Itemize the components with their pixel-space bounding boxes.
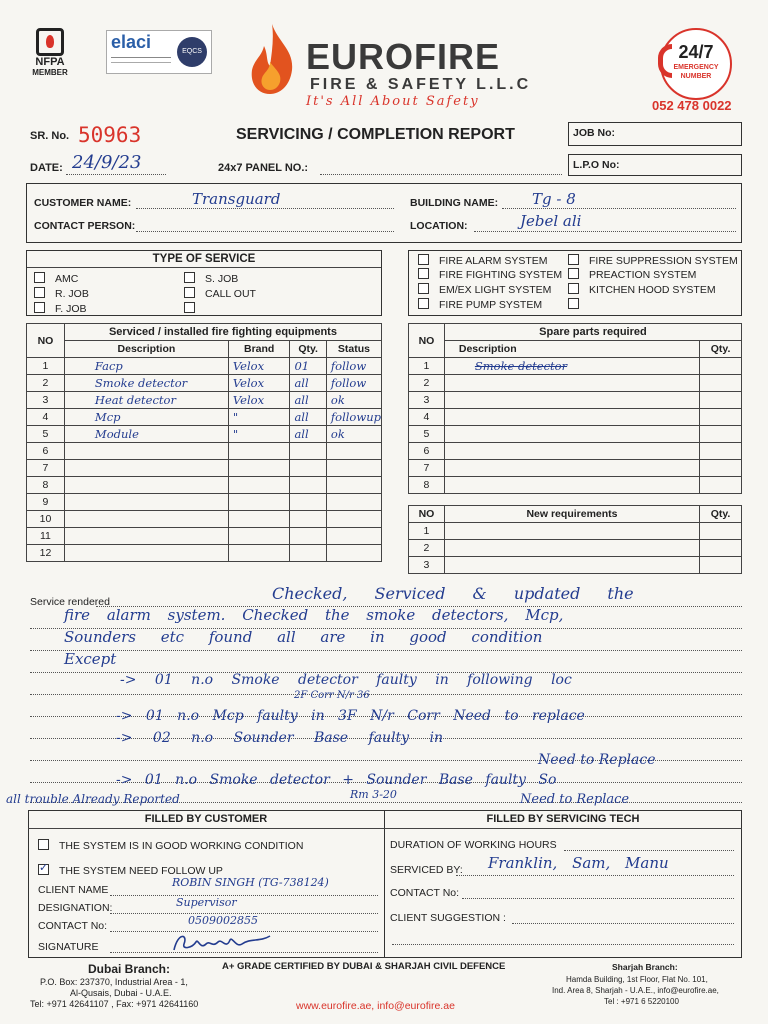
equip-cell[interactable] xyxy=(326,460,381,477)
service-option-callout[interactable] xyxy=(184,287,256,300)
good-condition-checkbox[interactable] xyxy=(38,839,49,850)
equip-cell: 8 xyxy=(27,477,65,494)
suppression-checkbox[interactable] xyxy=(568,254,579,265)
service-type-title: TYPE OF SERVICE xyxy=(27,251,381,268)
equip-cell[interactable]: Velox xyxy=(228,375,290,392)
equip-cell[interactable] xyxy=(64,477,228,494)
sr-line-13[interactable]: Need to Replace xyxy=(520,792,630,807)
req-row xyxy=(409,523,742,540)
spare-cell[interactable] xyxy=(444,409,699,426)
spare-qty-header: Qty. xyxy=(700,341,742,358)
req-cell[interactable] xyxy=(700,523,742,540)
duration-label: DURATION OF WORKING HOURS xyxy=(390,839,557,851)
customer-box xyxy=(26,183,742,243)
fire-pump-label: FIRE PUMP SYSTEM xyxy=(439,299,543,311)
equip-cell[interactable] xyxy=(326,477,381,494)
contact-person-label: CONTACT PERSON: xyxy=(34,220,136,232)
lpo-no-field[interactable] xyxy=(568,154,742,176)
kitchen-hood-checkbox[interactable] xyxy=(568,283,579,294)
nfpa-logo xyxy=(30,28,70,77)
spare-row xyxy=(409,443,742,460)
service-option-rjob[interactable] xyxy=(34,287,89,300)
serviced-by-label: SERVICED BY: xyxy=(390,864,463,876)
req-cell: 3 xyxy=(409,557,445,574)
spare-no-header: NO xyxy=(409,324,445,358)
spare-cell[interactable] xyxy=(700,392,742,409)
spare-cell[interactable] xyxy=(700,426,742,443)
sr-line-9[interactable]: Need to Replace xyxy=(538,752,656,768)
date-label: DATE: xyxy=(30,162,63,174)
contact-no-value[interactable]: 0509002855 xyxy=(188,914,258,927)
equip-cell[interactable] xyxy=(326,528,381,545)
sharjah-address-2: Ind. Area 8, Sharjah - U.A.E., info@eurofire.ae, xyxy=(552,986,719,995)
equip-cell[interactable]: " xyxy=(228,426,290,443)
req-no-header: NO xyxy=(409,506,445,523)
spare-cell[interactable]: Smoke detector xyxy=(444,358,699,375)
elaci-text: elaci xyxy=(111,32,152,52)
service-option-fjob[interactable] xyxy=(34,302,87,315)
sharjah-tel: Tel : +971 6 5220100 xyxy=(604,997,679,1006)
equip-no-header: NO xyxy=(27,324,65,358)
spare-row xyxy=(409,409,742,426)
equip-row xyxy=(27,528,382,545)
equip-cell[interactable]: Facp xyxy=(64,358,228,375)
spare-cell[interactable] xyxy=(700,460,742,477)
req-row xyxy=(409,540,742,557)
system-kitchen-hood[interactable] xyxy=(568,283,716,296)
location-label: LOCATION: xyxy=(410,220,468,232)
system-fire-alarm[interactable] xyxy=(418,254,548,267)
service-option-blank[interactable] xyxy=(184,302,205,315)
spare-desc-header: Description xyxy=(444,341,699,358)
equip-cell[interactable] xyxy=(326,545,381,562)
serviced-by-value[interactable]: Franklin, Sam, Manu xyxy=(488,854,669,872)
sr-line-11[interactable]: all trouble Already Reported xyxy=(6,792,180,806)
new-requirements-table xyxy=(408,505,742,574)
preaction-checkbox[interactable] xyxy=(568,268,579,279)
job-no-field[interactable] xyxy=(568,122,742,146)
sr-number: 50963 xyxy=(78,123,142,147)
equip-cell[interactable]: all xyxy=(290,392,326,409)
designation-value[interactable]: Supervisor xyxy=(176,896,237,909)
preaction-label: PREACTION SYSTEM xyxy=(589,269,697,281)
blank-checkbox[interactable] xyxy=(184,302,195,313)
equip-cell[interactable] xyxy=(228,477,290,494)
job-no-label: JOB No: xyxy=(573,127,615,139)
sr-label: SR. No. xyxy=(30,130,70,142)
spare-cell: 3 xyxy=(409,392,445,409)
spare-row xyxy=(409,392,742,409)
equip-cell[interactable]: Velox xyxy=(228,358,290,375)
tagline: It's All About Safety xyxy=(306,94,480,109)
equip-cell[interactable]: all xyxy=(290,426,326,443)
building-name-value[interactable]: Tg - 8 xyxy=(532,190,576,208)
req-cell[interactable] xyxy=(700,540,742,557)
fire-fighting-checkbox[interactable] xyxy=(418,268,429,279)
spare-row xyxy=(409,460,742,477)
equip-cell: 4 xyxy=(27,409,65,426)
system-preaction[interactable] xyxy=(568,268,696,281)
client-suggestion-label: CLIENT SUGGESTION : xyxy=(390,912,506,924)
suppression-label: FIRE SUPPRESSION SYSTEM xyxy=(589,255,738,267)
spare-cell: 2 xyxy=(409,375,445,392)
emergency-phone: 052 478 0022 xyxy=(652,98,732,113)
spare-cell[interactable] xyxy=(444,477,699,494)
equip-cell: 2 xyxy=(27,375,65,392)
sjob-checkbox[interactable] xyxy=(184,272,195,283)
kitchen-hood-label: KITCHEN HOOD SYSTEM xyxy=(589,284,716,296)
emergency-badge xyxy=(660,28,732,100)
spare-parts-table xyxy=(408,323,742,494)
dubai-branch-title: Dubai Branch: xyxy=(88,962,171,976)
equip-cell[interactable] xyxy=(64,443,228,460)
req-cell: 1 xyxy=(409,523,445,540)
spare-cell[interactable] xyxy=(444,392,699,409)
equip-row xyxy=(27,477,382,494)
client-name-value[interactable]: ROBIN SINGH (TG-738124) xyxy=(172,876,329,889)
spare-cell[interactable] xyxy=(444,375,699,392)
lpo-label: L.P.O No: xyxy=(573,159,620,171)
ruled-line xyxy=(30,650,742,651)
equip-row xyxy=(27,494,382,511)
req-row xyxy=(409,557,742,574)
spare-row xyxy=(409,358,742,375)
equip-cell[interactable]: all xyxy=(290,409,326,426)
spare-cell[interactable] xyxy=(700,409,742,426)
spare-cell: 6 xyxy=(409,443,445,460)
equip-cell: 9 xyxy=(27,494,65,511)
equip-cell[interactable] xyxy=(228,528,290,545)
equip-cell[interactable]: all xyxy=(290,375,326,392)
service-option-sjob[interactable] xyxy=(184,272,238,285)
system-suppression[interactable] xyxy=(568,254,738,267)
equip-cell[interactable]: 01 xyxy=(290,358,326,375)
followup-label: THE SYSTEM NEED FOLLOW UP xyxy=(59,865,223,877)
equipment-table xyxy=(26,323,382,562)
fire-pump-checkbox[interactable] xyxy=(418,298,429,309)
location-value[interactable]: Jebel ali xyxy=(520,212,582,230)
spare-cell: 5 xyxy=(409,426,445,443)
sr-line-4[interactable]: Except xyxy=(64,650,117,668)
req-title: New requirements xyxy=(444,506,699,523)
sr-line-7[interactable]: -> 01 n.o Mcp faulty in 3F N/r Corr Need to replace xyxy=(116,708,585,724)
equip-cell[interactable] xyxy=(228,511,290,528)
spare-title: Spare parts required xyxy=(444,324,741,341)
spare-row xyxy=(409,375,742,392)
equip-cell[interactable] xyxy=(326,443,381,460)
equip-cell[interactable] xyxy=(290,511,326,528)
good-condition-option[interactable] xyxy=(38,839,303,852)
emex-checkbox[interactable] xyxy=(418,283,429,294)
equip-row xyxy=(27,358,382,375)
equip-cell[interactable] xyxy=(64,460,228,477)
req-cell[interactable] xyxy=(444,523,699,540)
equip-row xyxy=(27,545,382,562)
equip-row xyxy=(27,392,382,409)
spare-cell[interactable] xyxy=(444,443,699,460)
equip-cell[interactable] xyxy=(228,443,290,460)
emergency-label: EMERGENCY NUMBER xyxy=(673,64,719,80)
equip-cell[interactable]: followup xyxy=(326,409,381,426)
sr-line-2[interactable]: fire alarm system. Checked the smoke detectors, Mcp, xyxy=(64,606,564,624)
customer-name-value[interactable]: Transguard xyxy=(192,190,281,208)
bottom-form-box xyxy=(28,810,742,958)
signature[interactable] xyxy=(170,928,290,956)
equip-cell[interactable] xyxy=(64,545,228,562)
system-blank[interactable] xyxy=(568,298,589,311)
equip-cell[interactable]: follow xyxy=(326,375,381,392)
phone-icon xyxy=(658,44,672,78)
spare-cell[interactable] xyxy=(700,443,742,460)
equip-cell[interactable] xyxy=(290,460,326,477)
sjob-label: S. JOB xyxy=(205,273,239,285)
service-rendered-label: Service rendered xyxy=(30,596,110,608)
amc-checkbox[interactable] xyxy=(34,272,45,283)
member-label: MEMBER xyxy=(32,68,68,77)
equip-desc-header: Description xyxy=(64,341,228,358)
equip-cell: 1 xyxy=(27,358,65,375)
callout-checkbox[interactable] xyxy=(184,287,195,298)
company-subtitle: FIRE & SAFETY L.L.C xyxy=(310,76,532,93)
sr-line-12[interactable]: Rm 3-20 xyxy=(350,788,397,801)
spare-cell[interactable] xyxy=(700,375,742,392)
equip-cell[interactable] xyxy=(290,477,326,494)
spare-cell: 8 xyxy=(409,477,445,494)
equip-cell: 12 xyxy=(27,545,65,562)
customer-section-title: FILLED BY CUSTOMER xyxy=(144,813,268,825)
equip-row xyxy=(27,443,382,460)
equip-cell[interactable]: Module xyxy=(64,426,228,443)
equip-cell: 3 xyxy=(27,392,65,409)
equip-cell[interactable]: Velox xyxy=(228,392,290,409)
equip-cell[interactable] xyxy=(228,545,290,562)
system-emex-light[interactable] xyxy=(418,283,551,296)
system-fire-fighting[interactable] xyxy=(418,268,562,281)
dubai-address-2: Al-Qusais, Dubai - U.A.E. xyxy=(70,988,172,998)
equip-cell[interactable]: " xyxy=(228,409,290,426)
elaci-logo xyxy=(106,30,212,74)
equip-cell: 7 xyxy=(27,460,65,477)
service-option-amc[interactable] xyxy=(34,272,78,285)
date-value: 24/9/23 xyxy=(72,152,142,173)
equip-cell[interactable] xyxy=(326,494,381,511)
flame-icon xyxy=(248,22,296,96)
sr-line-10[interactable]: -> 01 n.o Smoke detector + Sounder Base faulty So xyxy=(116,772,557,788)
equip-qty-header: Qty. xyxy=(290,341,326,358)
sr-line-5[interactable]: -> 01 n.o Smoke detector faulty in following loc xyxy=(120,672,572,688)
emergency-247: 24/7 xyxy=(678,42,714,62)
equip-cell[interactable] xyxy=(228,460,290,477)
equip-cell[interactable]: Heat detector xyxy=(64,392,228,409)
fire-alarm-label: FIRE ALARM SYSTEM xyxy=(439,255,548,267)
equip-cell[interactable] xyxy=(290,494,326,511)
fire-fighting-label: FIRE FIGHTING SYSTEM xyxy=(439,269,563,281)
equip-cell: 11 xyxy=(27,528,65,545)
equip-cell[interactable]: ok xyxy=(326,426,381,443)
spare-cell: 7 xyxy=(409,460,445,477)
req-cell: 2 xyxy=(409,540,445,557)
building-name-label: BUILDING NAME: xyxy=(410,197,499,209)
sr-line-6[interactable]: 2F Corr N/r 36 xyxy=(294,690,370,701)
equip-cell[interactable]: follow xyxy=(326,358,381,375)
good-condition-label: THE SYSTEM IS IN GOOD WORKING CONDITION xyxy=(59,840,304,852)
sharjah-address-1: Hamda Building, 1st Floor, Flat No. 101, xyxy=(566,975,708,984)
emex-label: EM/EX LIGHT SYSTEM xyxy=(439,284,552,296)
spare-cell[interactable] xyxy=(700,358,742,375)
spare-cell[interactable] xyxy=(444,460,699,477)
tech-section-title: FILLED BY SERVICING TECH xyxy=(486,813,640,825)
rjob-checkbox[interactable] xyxy=(34,287,45,298)
req-qty-header: Qty. xyxy=(700,506,742,523)
equip-cell[interactable] xyxy=(64,494,228,511)
sharjah-branch-title: Sharjah Branch: xyxy=(612,962,678,972)
fjob-checkbox[interactable] xyxy=(34,302,45,313)
equip-cell[interactable] xyxy=(290,545,326,562)
panel-label: 24x7 PANEL NO.: xyxy=(218,162,309,174)
designation-label: DESIGNATION: xyxy=(38,902,113,914)
equip-brand-header: Brand xyxy=(228,341,290,358)
eqcs-badge: EQCS xyxy=(177,37,207,67)
equip-cell: 5 xyxy=(27,426,65,443)
spare-row xyxy=(409,426,742,443)
spare-cell: 1 xyxy=(409,358,445,375)
equip-cell: 10 xyxy=(27,511,65,528)
signature-label: SIGNATURE xyxy=(38,941,99,953)
req-cell[interactable] xyxy=(444,540,699,557)
req-cell[interactable] xyxy=(444,557,699,574)
equip-cell[interactable]: Smoke detector xyxy=(64,375,228,392)
callout-label: CALL OUT xyxy=(205,288,256,300)
equip-status-header: Status xyxy=(326,341,381,358)
equip-cell[interactable] xyxy=(290,528,326,545)
equip-cell[interactable] xyxy=(64,511,228,528)
equip-cell[interactable] xyxy=(290,443,326,460)
report-title: SERVICING / COMPLETION REPORT xyxy=(236,126,515,143)
equip-cell: 6 xyxy=(27,443,65,460)
equip-cell[interactable]: Mcp xyxy=(64,409,228,426)
sr-line-3[interactable]: Sounders etc found all are in good condition xyxy=(64,628,543,646)
system-fire-pump[interactable] xyxy=(418,298,542,311)
equip-cell[interactable] xyxy=(228,494,290,511)
website-email[interactable]: www.eurofire.ae, info@eurofire.ae xyxy=(296,1000,455,1012)
spare-row xyxy=(409,477,742,494)
equip-cell[interactable] xyxy=(64,528,228,545)
sr-line-8[interactable]: -> 02 n.o Sounder Base faulty in xyxy=(116,730,444,746)
dubai-tel: Tel: +971 42641107 , Fax: +971 42641160 xyxy=(30,999,199,1009)
spare-cell[interactable] xyxy=(444,426,699,443)
contact-no-label: CONTACT No: xyxy=(38,920,108,932)
sr-line-1[interactable]: Checked, Serviced & updated the xyxy=(272,584,634,603)
equip-row xyxy=(27,511,382,528)
equip-row xyxy=(27,426,382,443)
equipment-title: Serviced / installed fire fighting equipments xyxy=(64,324,381,341)
fire-alarm-checkbox[interactable] xyxy=(418,254,429,265)
equip-cell[interactable]: ok xyxy=(326,392,381,409)
equip-row xyxy=(27,375,382,392)
followup-checkbox[interactable]: ✓ xyxy=(39,862,49,874)
amc-label: AMC xyxy=(55,273,79,285)
system-blank-checkbox[interactable] xyxy=(568,298,579,309)
client-name-label: CLIENT NAME xyxy=(38,884,109,896)
dubai-address-1: P.O. Box: 237370, Industrial Area - 1, xyxy=(40,977,188,987)
req-cell[interactable] xyxy=(700,557,742,574)
equip-row xyxy=(27,409,382,426)
customer-name-label: CUSTOMER NAME: xyxy=(34,197,132,209)
company-name: EUROFIRE xyxy=(306,36,501,77)
spare-cell: 4 xyxy=(409,409,445,426)
equip-cell[interactable] xyxy=(326,511,381,528)
fjob-label: F. JOB xyxy=(55,303,87,315)
ruled-line xyxy=(30,694,742,695)
rjob-label: R. JOB xyxy=(55,288,89,300)
spare-cell[interactable] xyxy=(700,477,742,494)
tech-contact-label: CONTACT No: xyxy=(390,887,460,899)
nfpa-icon xyxy=(36,28,64,56)
nfpa-label: NFPA xyxy=(35,56,65,68)
certification: A+ GRADE CERTIFIED BY DUBAI & SHARJAH CIVIL DEFENCE xyxy=(222,961,506,972)
equip-row xyxy=(27,460,382,477)
